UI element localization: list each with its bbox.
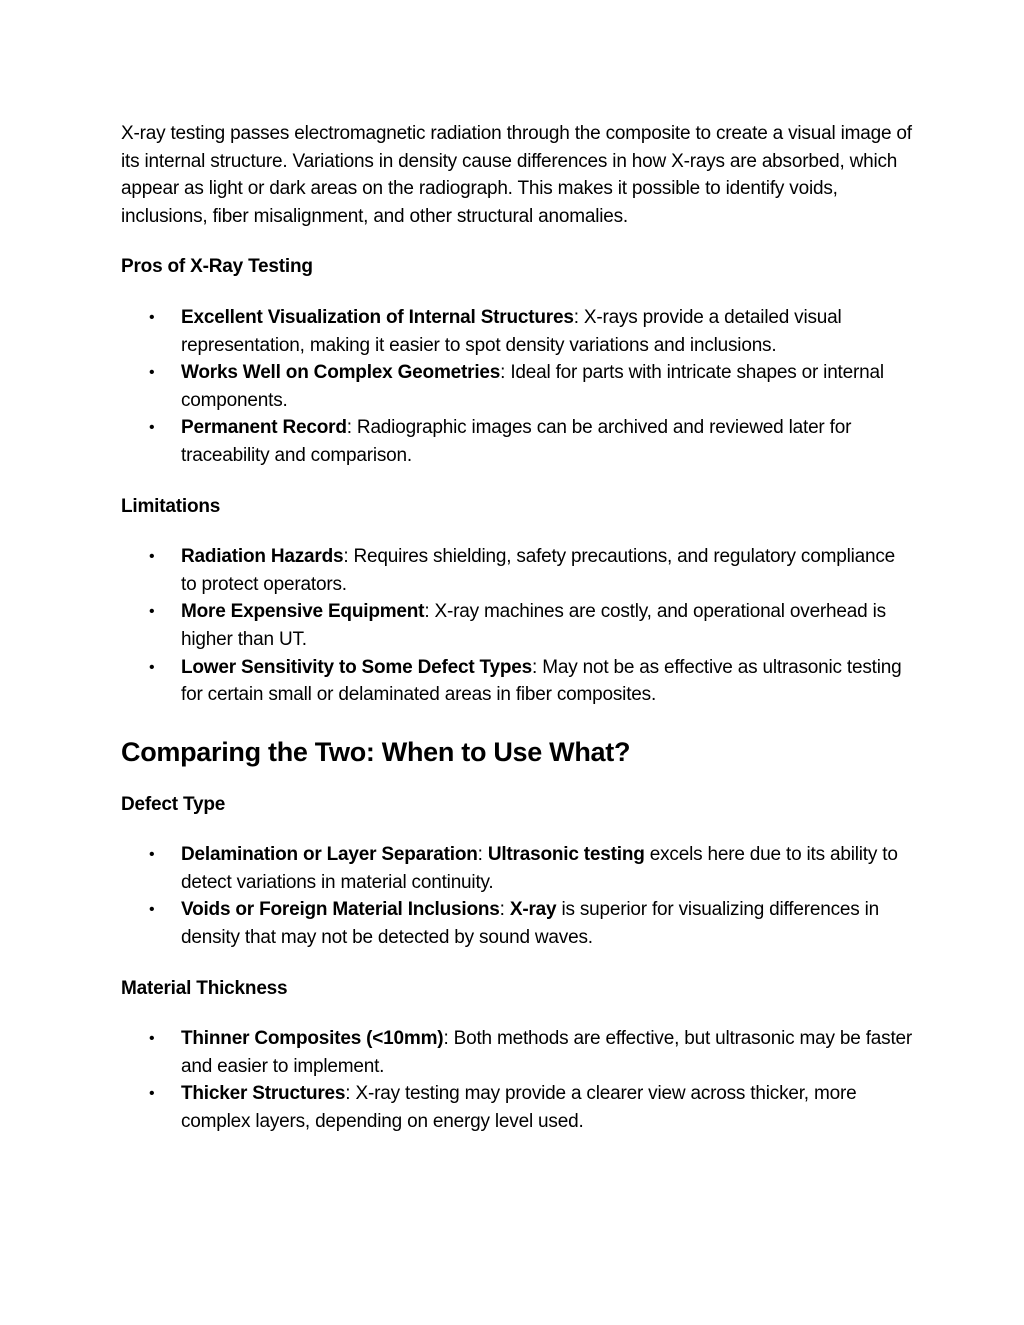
item-separator: :: [500, 362, 511, 384]
item-text: X-ray testing may provide a clearer view across thicker, more complex layers, depending on energy level used.: [181, 1083, 857, 1133]
item-text: excels here due to its ability to detect variations in material continuity.: [181, 844, 898, 893]
item-text: X-ray machines are costly, and operational overhead is higher than UT.: [181, 601, 886, 650]
defect-type-list: [121, 841, 914, 951]
list-item: [181, 1080, 914, 1135]
item-method: Ultrasonic testing: [487, 844, 645, 866]
limitations-list: [121, 543, 914, 709]
item-text: Requires shielding, safety precautions, and regulatory compliance to protect operators.: [181, 546, 896, 595]
item-term: Permanent Record: [181, 417, 347, 439]
item-text: is superior for visualizing differences in density that may not be detected by sound waves.: [181, 899, 880, 949]
item-separator: :: [477, 844, 488, 866]
comparison-heading: Comparing the Two: When to Use What?: [121, 736, 631, 767]
item-separator: :: [346, 417, 357, 439]
list-item: [181, 1025, 914, 1080]
list-item: [181, 414, 914, 469]
item-term: Thicker Structures: [181, 1083, 346, 1105]
item-term: Thinner Composites (<10mm): [181, 1028, 444, 1050]
item-text: May not be as effective as ultrasonic testing for certain small or delaminated areas in fiber composites.: [181, 656, 902, 706]
pros-heading: Pros of X-Ray Testing: [121, 256, 313, 278]
item-term: More Expensive Equipment: [181, 601, 425, 623]
item-term: Works Well on Complex Geometries: [181, 362, 501, 384]
item-term: Voids or Foreign Material Inclusions: [181, 899, 500, 921]
intro-paragraph: X-ray testing passes electromagnetic radiation through the composite to create a visual image of its internal structure. Variations in density cause differences in how X-rays are absorbed, which appear as light or dark areas on the radiograph. This makes it possible to identify voids, inclusions, fiber misalignment, and other structural anomalies.: [121, 123, 912, 227]
list-item: [181, 543, 914, 598]
material-thickness-heading: Material Thickness: [121, 977, 288, 999]
limitations-heading: Limitations: [121, 495, 221, 517]
item-separator: :: [573, 306, 584, 328]
list-item: [181, 841, 914, 896]
item-text: Ideal for parts with intricate shapes or internal components.: [181, 362, 884, 411]
item-term: Delamination or Layer Separation: [181, 844, 478, 866]
item-term: Radiation Hazards: [181, 546, 344, 568]
material-thickness-list: [121, 1025, 914, 1135]
item-text: X-rays provide a detailed visual representation, making it easier to spot density variations and inclusions.: [181, 306, 842, 356]
item-term: Excellent Visualization of Internal Structures: [181, 306, 574, 328]
item-separator: :: [345, 1083, 356, 1105]
list-item: [181, 598, 914, 653]
item-separator: :: [532, 656, 543, 678]
list-item: [181, 896, 914, 951]
defect-type-heading: Defect Type: [121, 793, 226, 815]
item-separator: :: [499, 899, 510, 921]
list-item: [181, 359, 914, 414]
item-method: X-ray: [509, 899, 557, 921]
list-item: [181, 654, 914, 709]
item-text: Both methods are effective, but ultrasonic may be faster and easier to implement.: [181, 1028, 913, 1077]
item-text: Radiographic images can be archived and reviewed later for traceability and comparison.: [181, 417, 852, 466]
item-separator: :: [443, 1028, 454, 1050]
item-separator: :: [424, 601, 435, 623]
pros-list: [121, 304, 914, 470]
item-term: Lower Sensitivity to Some Defect Types: [181, 656, 533, 678]
list-item: [181, 304, 914, 359]
item-separator: :: [343, 546, 354, 568]
